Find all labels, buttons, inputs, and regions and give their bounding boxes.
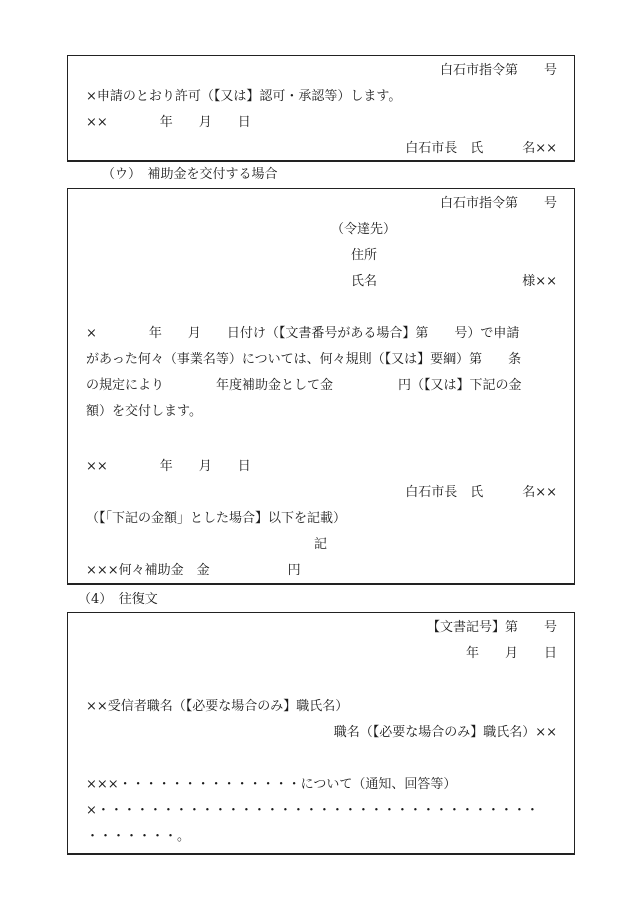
name-label: 氏名 — [351, 274, 378, 289]
recipient-title: ××受信者職名（【必要な場合のみ】職氏名） — [86, 699, 349, 714]
body-line: 額）を交付します。 — [86, 404, 202, 419]
body-line: ・・・・・・・。 — [86, 829, 191, 844]
ki-label: 記 — [314, 537, 328, 552]
permit-example-box — [67, 55, 575, 162]
section-heading-correspondence: （4） 往復文 — [78, 592, 158, 607]
doc-number: 白石市指令第 号 — [439, 63, 557, 78]
body-line: × 年 月 日付け（【文書番号がある場合】第 号）で申請 — [86, 326, 520, 341]
correspondence-box — [67, 612, 575, 855]
issue-date: ×× 年 月 日 — [86, 459, 251, 474]
issue-date: ×× 年 月 日 — [86, 115, 251, 130]
mayor-signature: 白石市長 氏 名×× — [405, 485, 557, 500]
doc-number: 白石市指令第 号 — [439, 196, 557, 211]
issue-date: 年 月 日 — [465, 646, 557, 661]
sender-title: 職名（【必要な場合のみ】職氏名）×× — [333, 725, 557, 740]
address-label: 住所 — [351, 248, 378, 263]
body-line: ×・・・・・・・・・・・・・・・・・・・・・・・・・・・・・・・・・・ — [86, 803, 539, 818]
section-heading-subsidy: （ウ） 補助金を交付する場合 — [102, 167, 278, 182]
subject-line: ×××・・・・・・・・・・・・・・について（通知、回答等） — [86, 777, 457, 792]
body-line: があった何々（事業名等）については、何々規則（【又は】要綱）第 条 — [86, 352, 522, 367]
recipient-label: （令達先） — [331, 222, 397, 237]
mayor-signature: 白石市長 氏 名×× — [405, 141, 557, 156]
permit-body-text: ×申請のとおり許可（【又は】認可・承認等）します。 — [86, 89, 402, 104]
subsidy-grant-box — [67, 188, 575, 585]
body-line: の規定により 年度補助金として金 円（【又は】下記の金 — [86, 378, 522, 393]
honorific: 様×× — [522, 274, 557, 289]
doc-symbol-number: 【文書記号】第 号 — [426, 620, 557, 635]
subsidy-amount-line: ×××何々補助金 金 円 — [86, 563, 301, 578]
amount-note: （【「下記の金額」とした場合】以下を記載） — [86, 511, 347, 526]
